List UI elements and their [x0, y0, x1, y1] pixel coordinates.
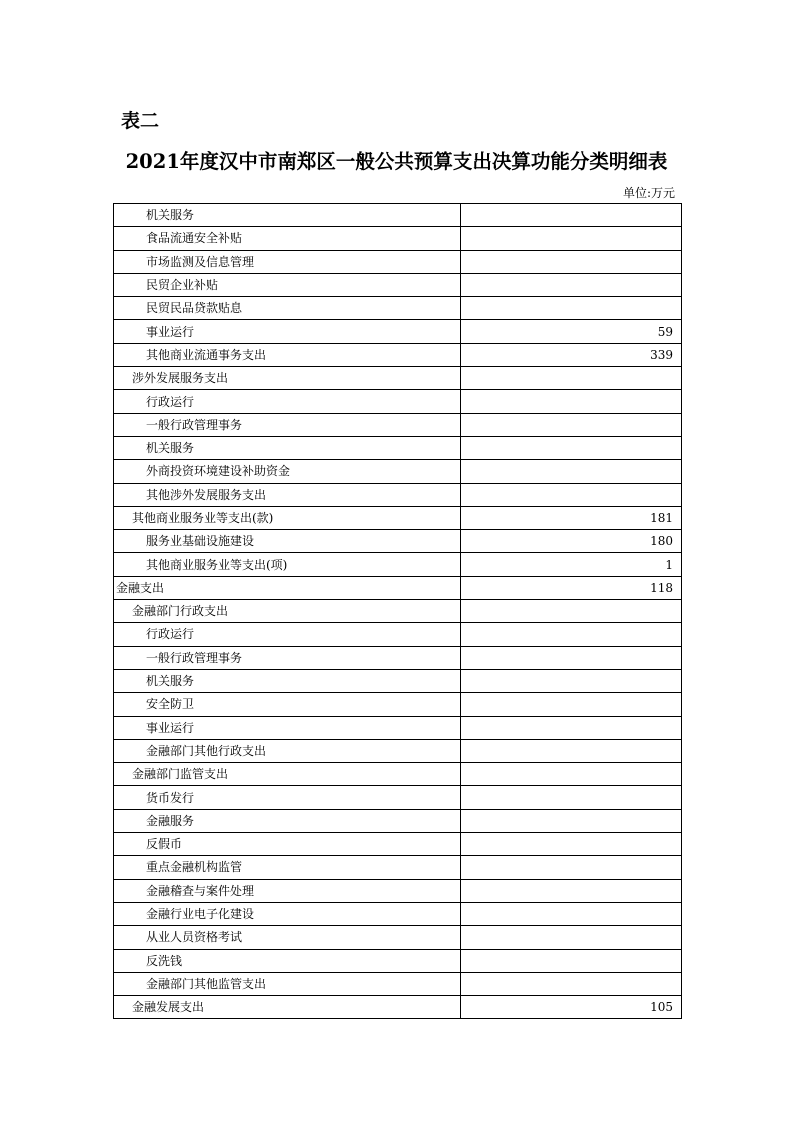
row-item-name: 金融稽查与案件处理 — [114, 879, 461, 902]
table-row — [114, 413, 682, 436]
table-row — [114, 949, 682, 972]
table-row — [114, 623, 682, 646]
table-row — [114, 926, 682, 949]
table-row — [114, 716, 682, 739]
row-item-value — [461, 460, 682, 483]
row-item-name: 机关服务 — [114, 204, 461, 227]
row-item-value — [461, 646, 682, 669]
expenditure-table — [113, 203, 682, 1019]
row-item-name: 一般行政管理事务 — [114, 413, 461, 436]
row-item-name: 行政运行 — [114, 623, 461, 646]
table-label: 表二 — [121, 110, 160, 132]
row-item-value — [461, 902, 682, 925]
row-item-value: 118 — [461, 576, 682, 599]
table-row — [114, 250, 682, 273]
row-item-value — [461, 483, 682, 506]
table-row — [114, 227, 682, 250]
table-row — [114, 297, 682, 320]
row-item-name: 机关服务 — [114, 669, 461, 692]
page-title: 2021年度汉中市南郑区一般公共预算支出决算功能分类明细表 — [125, 150, 668, 173]
table-row — [114, 856, 682, 879]
table-row — [114, 600, 682, 623]
row-item-value — [461, 786, 682, 809]
table-row — [114, 367, 682, 390]
table-row — [114, 646, 682, 669]
row-item-value — [461, 297, 682, 320]
row-item-value — [461, 413, 682, 436]
row-item-value — [461, 809, 682, 832]
row-item-value — [461, 623, 682, 646]
row-item-value — [461, 856, 682, 879]
row-item-value — [461, 926, 682, 949]
table-row — [114, 996, 682, 1019]
row-item-value — [461, 250, 682, 273]
row-item-name: 民贸民品贷款贴息 — [114, 297, 461, 320]
table-row — [114, 739, 682, 762]
table-row — [114, 204, 682, 227]
row-item-value: 180 — [461, 530, 682, 553]
table-row — [114, 320, 682, 343]
row-item-value — [461, 716, 682, 739]
row-item-name: 金融支出 — [114, 576, 461, 599]
row-item-name: 重点金融机构监管 — [114, 856, 461, 879]
row-item-name: 金融部门行政支出 — [114, 600, 461, 623]
table-row — [114, 273, 682, 296]
row-item-name: 其他涉外发展服务支出 — [114, 483, 461, 506]
row-item-value — [461, 600, 682, 623]
table-row — [114, 669, 682, 692]
row-item-name: 机关服务 — [114, 436, 461, 459]
table-row — [114, 530, 682, 553]
table-row — [114, 902, 682, 925]
row-item-value — [461, 227, 682, 250]
row-item-name: 金融部门其他监管支出 — [114, 972, 461, 995]
row-item-name: 金融行业电子化建设 — [114, 902, 461, 925]
row-item-name: 其他商业服务业等支出(款) — [114, 506, 461, 529]
row-item-name: 食品流通安全补贴 — [114, 227, 461, 250]
row-item-name: 外商投资环境建设补助资金 — [114, 460, 461, 483]
row-item-name: 其他商业流通事务支出 — [114, 343, 461, 366]
table-row — [114, 343, 682, 366]
row-item-value — [461, 693, 682, 716]
row-item-name: 民贸企业补贴 — [114, 273, 461, 296]
row-item-value — [461, 739, 682, 762]
table-row — [114, 786, 682, 809]
table-row — [114, 553, 682, 576]
row-item-name: 市场监测及信息管理 — [114, 250, 461, 273]
table-row — [114, 506, 682, 529]
row-item-value: 105 — [461, 996, 682, 1019]
row-item-name: 货币发行 — [114, 786, 461, 809]
table-row — [114, 763, 682, 786]
row-item-value — [461, 273, 682, 296]
row-item-name: 金融服务 — [114, 809, 461, 832]
table-row — [114, 693, 682, 716]
row-item-value: 339 — [461, 343, 682, 366]
row-item-name: 涉外发展服务支出 — [114, 367, 461, 390]
table-row — [114, 460, 682, 483]
row-item-name: 反洗钱 — [114, 949, 461, 972]
row-item-name: 金融部门监管支出 — [114, 763, 461, 786]
table-row — [114, 809, 682, 832]
table-row — [114, 833, 682, 856]
table-row — [114, 576, 682, 599]
row-item-value — [461, 879, 682, 902]
row-item-value — [461, 390, 682, 413]
row-item-value — [461, 972, 682, 995]
row-item-name: 服务业基础设施建设 — [114, 530, 461, 553]
row-item-name: 其他商业服务业等支出(项) — [114, 553, 461, 576]
row-item-value — [461, 833, 682, 856]
row-item-name: 金融发展支出 — [114, 996, 461, 1019]
table-row — [114, 972, 682, 995]
row-item-value — [461, 204, 682, 227]
row-item-value — [461, 669, 682, 692]
table-row — [114, 436, 682, 459]
row-item-name: 事业运行 — [114, 320, 461, 343]
table-row — [114, 879, 682, 902]
row-item-name: 反假币 — [114, 833, 461, 856]
row-item-value: 1 — [461, 553, 682, 576]
table-row — [114, 483, 682, 506]
row-item-value: 181 — [461, 506, 682, 529]
row-item-name: 事业运行 — [114, 716, 461, 739]
row-item-value — [461, 763, 682, 786]
row-item-value — [461, 949, 682, 972]
row-item-value — [461, 436, 682, 459]
row-item-value — [461, 367, 682, 390]
row-item-name: 从业人员资格考试 — [114, 926, 461, 949]
row-item-name: 一般行政管理事务 — [114, 646, 461, 669]
unit-label: 单位:万元 — [622, 186, 675, 200]
row-item-name: 金融部门其他行政支出 — [114, 739, 461, 762]
row-item-name: 行政运行 — [114, 390, 461, 413]
row-item-value: 59 — [461, 320, 682, 343]
table-row — [114, 390, 682, 413]
row-item-name: 安全防卫 — [114, 693, 461, 716]
